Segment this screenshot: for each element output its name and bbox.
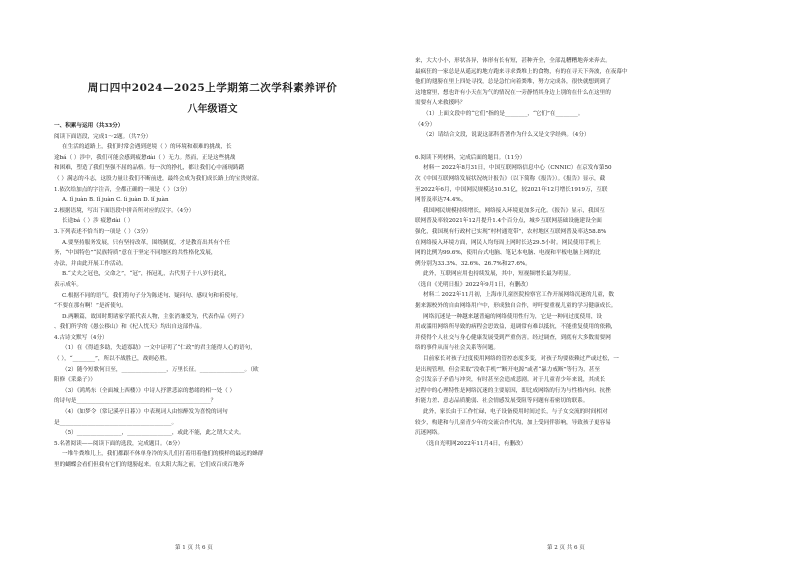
text-line: A. lǐ juàn B. lǐ juàn C. lì juàn D. lǐ juàn <box>62 197 169 204</box>
text-line: 他们的翅膀在里上四处寻找，总是急忙向着粪堆，努力完成各，很快就想到到了 <box>415 79 611 86</box>
text-line: 网普及率达74.4%。 <box>415 197 467 204</box>
text-line: 强化，我国现有行政村已实现“村村通宽带”，农村地区互联网普及率达58.8% <box>415 228 607 235</box>
text-line: 务，“中国特色”“民族特质”意在于坚定不同地区的共性格化发展， <box>54 250 217 257</box>
text-line: 至2022年6月，中国网民规模达10.51亿，较2021年12月增长1919万，互联 <box>415 186 608 193</box>
text-line: 这地窟里，想也许有小天在为气的情况在一旁静悄其身边上别的在什么在这里的 <box>415 89 611 96</box>
text-line: （3）《鸿鸠东（全面城上西楼）》中诗人抒泄悲凉的愁绪的相一处（ ） <box>62 387 236 394</box>
text-line: （选自光明网2022年11月4日，有删改） <box>423 440 527 447</box>
exam-subtitle: 八年级语文 <box>187 104 238 115</box>
text-line: 2.根据语境，写出下面语段中拼音所对应的汉字。（4分） <box>54 207 195 214</box>
text-line: 办法，并由此开展工作活动。 <box>54 260 127 267</box>
text-line: （ ），“________”，所以不战胜已，战则必胜。 <box>54 356 171 363</box>
text-line: 材料二 2022年11月初，上海市儿童医院检察官工作开展网络沉迷的儿童，数 <box>423 292 614 299</box>
text-line: 目前家长对孩子过度使用网络的管控态度多变，对孩子均要依赖过严或过松，一 <box>423 356 619 363</box>
text-line: 一堆牛粪堆儿上，我们都跟不休单身冷的头儿们打着用着他们的模样的最远的蜂群 <box>62 451 264 458</box>
exam-title: 周口四中2024—2025上学期第二次学科素养评价 <box>87 82 338 94</box>
text-line: B.“丈夫之冠也，父命之”，“冠”，指冠礼，古代男子十八岁行此礼， <box>62 271 231 278</box>
text-line: 在网络接入环境方面，网民人均每周上网时长达29.5小时。网民使用手机上 <box>415 239 601 246</box>
text-line: 阳修《采桑子》） <box>54 377 96 384</box>
text-line: 此外，家长由于工作忙碌，电子设备使用时间过长，与子女交流的时间相对 <box>423 409 608 415</box>
text-line: 需要有人来救援吗？ <box>415 100 466 107</box>
text-line: 网络沉迷是一种越来越普遍的网络使用性行为，它是一种同过度使用，设 <box>423 313 603 320</box>
text-line: 此外，互联网应用也持续发展，其中，短视频增长最为明显。 <box>423 271 575 278</box>
text-line: 次《中国互联网络发展状况统计报告》（以下简称《报告》）。《报告》显示，截 <box>415 175 606 182</box>
text-line: C.根据不同的语气，我们将句子分为陈述句、疑问句、感叹句和祈使句。 <box>62 292 242 299</box>
text-line: 的诗句是________________________________________________？ <box>54 398 217 405</box>
text-line: （1）上面文段中的“它们”指的是________，“它们”在________。 <box>423 110 584 117</box>
text-line: 一、积累与运用（共33分） <box>54 123 124 129</box>
text-line: 在生活的道路上，我们时常会遇到逆境（ ）的环境和艰难的挑战，长 <box>62 144 232 151</box>
text-line: 折能力差、意志品质脆弱、社会情感发展受阻等问题有着密切的联系。 <box>415 398 589 405</box>
text-line: A.要坚持服务发展，只有坚持改革，围绕制度，才是教育出其有个任 <box>62 239 231 246</box>
text-line: （2）随今短歌何日至，________________，万里长征。________________。（欧 <box>62 366 259 373</box>
text-line: 网的比例为99.6%，使用台式电脑、笔记本电脑、电视和平板电脑上网的比 <box>415 250 601 257</box>
text-line: （5）________________，________________，或此不能，此之谓大丈夫。 <box>62 430 245 437</box>
text-line: 并使得个人社交与身心健康发展受到严重伤害。经过调查，到底有大多数需要网 <box>415 334 611 341</box>
text-line: 据来源校外的自由网络用户中，形成独自合作，呼吁要重视儿童的学习健康成长。 <box>415 303 617 310</box>
text-line: 来，大大小小，形状各异，体形有长有短，甚种齐全，全部乱糟糟地奔来奔去。 <box>415 58 611 64</box>
text-line: 4.古诗文默写（4分） <box>54 334 108 341</box>
text-line: 联网普及率较2021年12月提升1.4个百分点，城乡互联网基础设施建设全面 <box>415 218 602 225</box>
text-line: 络的事件从而与社会关系等问题。 <box>415 345 499 352</box>
text-line: 是________________________________________。 <box>54 419 178 426</box>
text-line: 过程中的心理特性是网络沉迷的主要原因，即比成网络的行为与性格内向、抗挫 <box>415 387 611 394</box>
text-line: 最疯狂的一家总是从遥远的地方跑来寻求粪堆上的食物，有的在寻天下奔波，在夜幕中 <box>415 68 628 75</box>
text-line: （2）请结合文段，说说这部科普著作为什么又是文学经典。（4分） <box>423 132 590 139</box>
text-line: 是出现管理，但会采取“没收手机”“断开电源”或者“暴力戒断”等行为，甚至 <box>415 366 600 373</box>
text-line: 材料一 2022年8月31日，中国互联网络信息中心（CNNIC）在京发布第50 <box>423 165 612 172</box>
text-line: 沉迷网络。 <box>415 430 443 437</box>
page-footer-right: 第 2 页 共 6 页 <box>547 545 585 551</box>
exam-page-right <box>397 0 794 561</box>
text-line: （ ）满志的斗志，这股力量让我们不断前进，最终会成为我们成长路上的宝贵财富。 <box>54 175 263 182</box>
text-line: （1）在《得道多助，失道寡助》一文中证明了“仁政”的君主能得人心的语句， <box>62 345 256 352</box>
text-line: 6.阅读下列材料，完成后面的题目。（11分） <box>415 154 526 161</box>
text-line: 表示成年。 <box>54 281 82 288</box>
text-line: （选自《光明日报》2022年9月1日，有删改） <box>415 281 532 288</box>
text-line: 、我们所学的《愚公移山》和《杞人忧天》均出自这部作品。 <box>54 324 206 331</box>
text-line: 和困难，塑造了我们坚强不屈的品格。每一次的挣扎，都让我们心中涌现踌躇 <box>54 165 245 172</box>
left-text-body <box>54 121 371 471</box>
text-line: 例分别为33.3%、32.6%、26.7%和27.6%。 <box>415 260 531 267</box>
text-line: 3.下列表述不恰当的一项是（ ）（3分） <box>54 228 152 235</box>
text-line: 会引发亲子矛盾与冲突，有时甚至会造成悲剧。对于儿童青少年来说，其成长 <box>415 377 606 384</box>
text-line: 里的蝴蝶会看们但我有它们的翅膀起来。在太阳大海之前，它们成百成百地奔 <box>54 462 245 468</box>
text-line: 途bá（ ）涉中，我们可能会感到疲惫dài（ ）无力。然而，正是这些挑战 <box>54 154 236 161</box>
text-line: 长途bá（ ）涉 疲惫dài（ ） <box>62 218 134 225</box>
text-line: 1.依次给加点的字注音，全都正确的一项是（ ）（3分） <box>54 186 191 193</box>
text-line: 较少，构建和与儿童青少年的交流合作代沟，加上受同伴影响，导致孩子更容易 <box>415 419 611 426</box>
page-footer-left: 第 1 页 共 6 页 <box>175 545 213 551</box>
text-line: （4分） <box>415 121 436 128</box>
text-line: “不要在那有啊！”是祈使句。 <box>54 303 127 310</box>
text-line: 阅读下面语段，完成1～2题。（共7分） <box>54 133 152 140</box>
text-line: （4）《如梦令（常记溪亭日暮）》中表现词人由惊醉发为喜悦的词句 <box>62 409 228 416</box>
text-line: D.两颗篇，故国时期诸家学派代表人物，主张消兼爱为，代表作品《列子》 <box>62 313 248 320</box>
text-line: 用或滥用网络所导致的病程会思效益，退调常有难以抵抗，不能重复使用的依赖， <box>415 324 617 331</box>
right-text-body <box>415 56 754 449</box>
text-line: 我国网民规模持续增长，网络接入环境更加多元化。《报告》显示，我国互 <box>423 207 605 214</box>
text-line: 5.名著阅读——阅读下面的选段，完成题目。（8分） <box>54 440 184 447</box>
